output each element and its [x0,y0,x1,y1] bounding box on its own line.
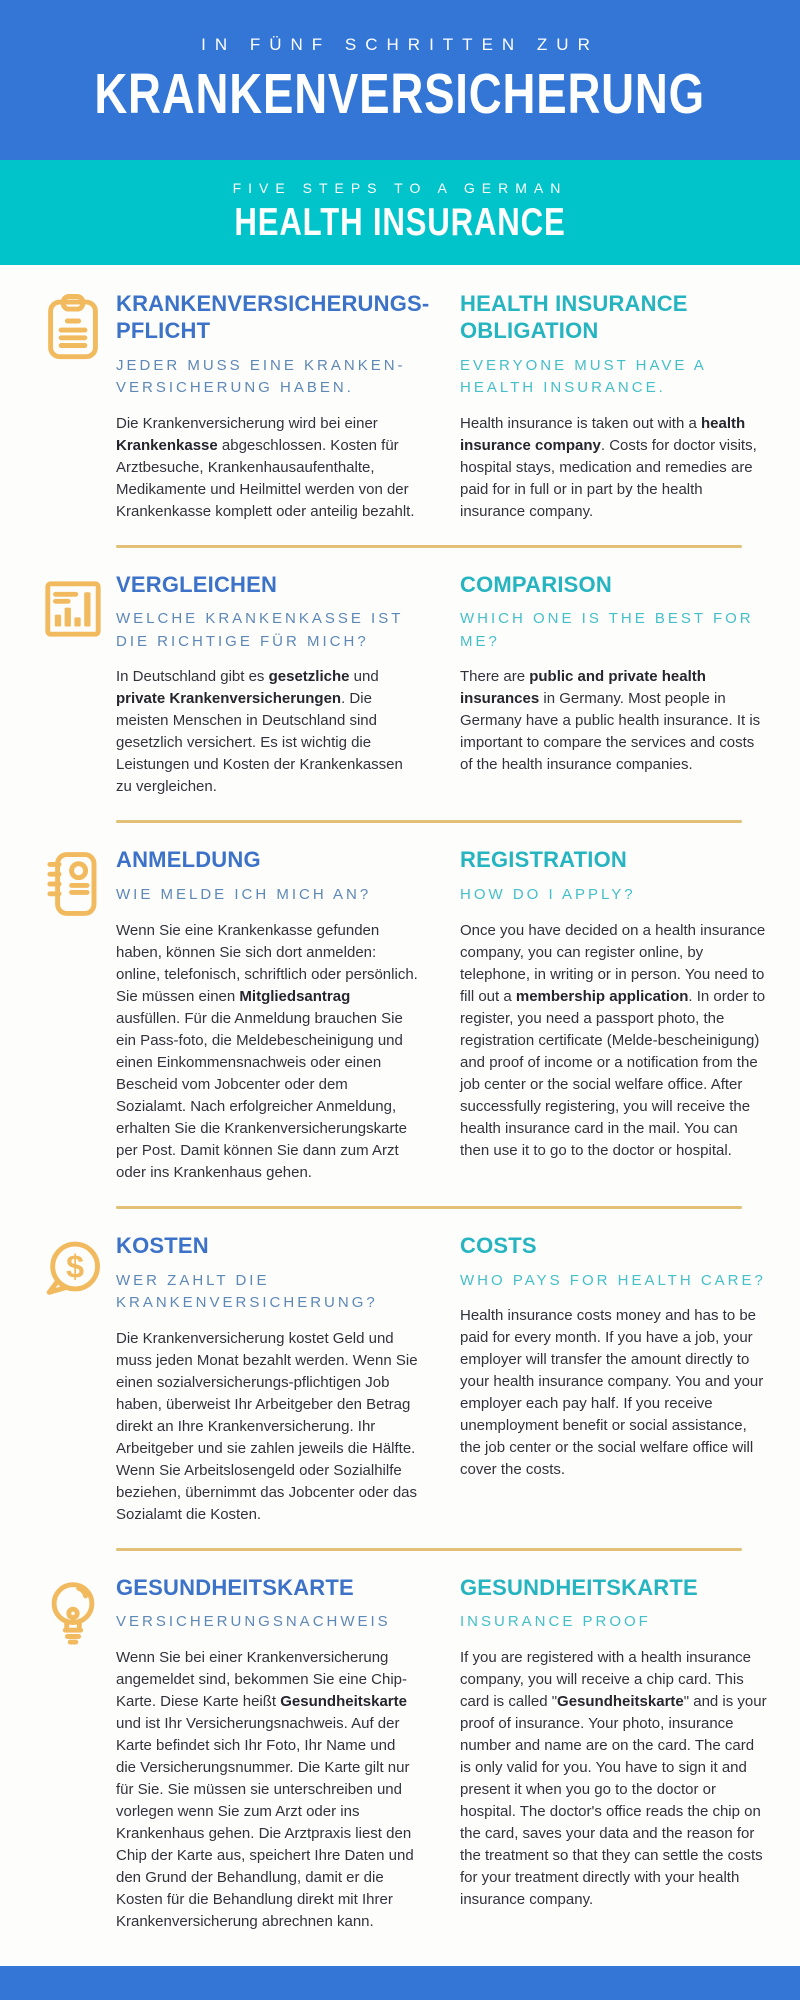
section-title-de: VERGLEICHEN [116,571,278,597]
content-area [0,265,800,1966]
section-body-de: In Deutschland gibt es gesetzliche und private Krankenversicherungen. Die meisten Menschen in Deutschland sind gesetzlich versichert. Es ist wichtig die Leistungen und Kosten der Krankenkassen zu vergleichen. [116,668,403,796]
section-title-en: COMPARISON [460,571,612,597]
dollar-speech-bubble-icon [38,1233,116,1526]
header-kicker-en: FIVE STEPS TO A GERMAN [232,180,568,197]
section-title-en: REGISTRATION [460,847,627,873]
section-divider [116,1206,742,1209]
column-english [460,291,768,523]
section-insurance-obligation [0,291,800,523]
section-title-en: GESUNDHEITSKARTE [460,1574,698,1600]
section-subtitle-de: JEDER MUSS EINE KRANKEN-VERSICHERUNG HABEN. [116,356,406,397]
section-subtitle-de: WER ZAHLT DIE KRANKENVERSICHERUNG? [116,1271,378,1312]
section-body-de: Die Krankenversicherung wird bei einer Krankenkasse abgeschlossen. Kosten für Arztbesuche, Krankenhausaufenthalte, Medikamente und Heilmittel werden von der Krankenkasse komplett oder anteilig bezahlt. [116,414,415,520]
section-subtitle-en: WHO PAYS FOR HEALTH CARE? [460,1271,766,1289]
header-title-de: KRANKENVERSICHERUNG [94,61,706,126]
section-divider [116,820,742,823]
clipboard-icon [38,291,116,523]
section-title-de: GESUNDHEITSKARTE [116,1574,354,1600]
section-subtitle-de: WIE MELDE ICH MICH AN? [116,886,372,904]
column-german [116,291,430,523]
section-subtitle-en: HOW DO I APPLY? [460,886,636,904]
header-title-en: HEALTH INSURANCE [234,201,566,245]
section-body-en: Health insurance costs money and has to be paid for every month. If you have a job, your employer will transfer the amount directly to your health insurance company. You and your employer each pay half. If you receive unemployment benefit or social assistance, the job center or the social welfare office will cover the costs. [460,1307,764,1479]
column-german [116,1233,418,1526]
svg-text:$: $ [66,1248,85,1285]
section-health-card [0,1575,800,1933]
section-subtitle-en: WHICH ONE IS THE BEST FOR ME? [460,610,754,650]
section-title-de: KOSTEN [116,1232,209,1258]
column-english [460,1575,768,1933]
section-body-en: If you are registered with a health insurance company, you will receive a chip card. This card is called "Gesundheitskarte" and is your proof of insurance. Your photo, insurance number and name are on the card. The card is only valid for you. You have to sign it and present it when you go to the doctor or hospital. The doctor's office reads the chip on the card, saves your data and the reason for the treatment so that they can settle the costs for your treatment directly with your health insurance company. [460,1648,767,1908]
lightbulb-icon [38,1575,116,1933]
notebook-icon [38,847,116,1183]
section-divider [116,1548,742,1551]
section-title-de: KRANKENVERSICHERUNGS-PFLICHT [116,291,430,343]
footer-blue-bar [0,1966,800,2000]
column-english [460,847,768,1183]
column-english [460,1233,768,1526]
section-registration [0,847,800,1183]
section-subtitle-en: EVERYONE MUST HAVE A HEALTH INSURANCE. [460,356,706,397]
section-costs [0,1233,800,1526]
section-title-de: ANMELDUNG [116,847,261,873]
header-blue-band [0,0,800,160]
section-body-de: Die Krankenversicherung kostet Geld und muss jeden Monat bezahlt werden. Wenn Sie einen sozialversicherungs-pflichtigen Job haben, überweist Ihr Arbeitgeber den Betrag direkt an Ihre Krankenversicherung. Ihr Arbeitgeber und sie zahlen jeweils die Hälfte. Wenn Sie Arbeitslosengeld oder Sozialhilfe beziehen, übernimmt das Jobcenter oder das Sozialamt die Kosten. [116,1329,418,1523]
section-subtitle-de: WELCHE KRANKENKASSE IST DIE RICHTIGE FÜR MICH? [116,610,404,650]
column-german [116,572,418,799]
bar-chart-icon [38,572,116,799]
column-german [116,847,418,1183]
column-english [460,572,768,799]
section-body-en: Once you have decided on a health insurance company, you can register online, by telephone, in writing or in person. You need to fill out a membership application. In order to register, you need a passport photo, the registration certificate (Melde-bescheinigung) and proof of income or a notification from the job center or the social welfare office. After successfully registering, you will receive the health insurance card in the mail. You can then use it to go to the doctor or hospital. [460,921,766,1159]
section-title-en: COSTS [460,1232,537,1258]
section-body-en: Health insurance is taken out with a health insurance company. Costs for doctor visits, hospital stays, medication and remedies are paid for in full or in part by the health insurance company. [460,414,757,520]
header-teal-band [0,160,800,265]
column-german [116,1575,418,1933]
header-kicker-de: IN FÜNF SCHRITTEN ZUR [201,34,599,54]
section-divider [116,545,742,548]
section-body-de: Wenn Sie eine Krankenkasse gefunden haben, können Sie sich dort anmelden: online, telefonisch, schriftlich oder persönlich. Sie müssen einen Mitgliedsantrag ausfüllen. Für die Anmeldung brauchen Sie ein Pass-foto, die Meldebescheinigung und einen Einkommensnachweis oder einen Bescheid vom Jobcenter oder dem Sozialamt. Nach erfolgreicher Anmeldung, erhalten Sie die Krankenversicherungskarte per Post. Damit können Sie dann zum Arzt oder ins Krankenhaus gehen. [116,921,418,1181]
section-body-de: Wenn Sie bei einer Krankenversicherung angemeldet sind, bekommen Sie eine Chip-Karte. Diese Karte heißt Gesundheitskarte und ist Ihr Versicherungsnachweis. Auf der Karte befindet sich Ihr Foto, Ihr Name und die Versicherungsnummer. Die Karte gilt nur für Sie. Sie müssen sie unterschreiben und vorlegen wenn Sie zum Arzt oder ins Krankenhaus gehen. Die Arztpraxis liest den Chip der Karte aus, speichert Ihre Daten und den Grund der Behandlung, damit er die Kosten für die Behandlung direkt mit Ihrer Krankenversicherung abrechnen kann. [116,1648,414,1930]
section-comparison [0,572,800,799]
section-body-en: There are public and private health insurances in Germany. Most people in Germany have a public health insurance. It is important to compare the services and costs of the health insurance companies. [460,668,761,774]
section-subtitle-en: INSURANCE PROOF [460,1613,651,1631]
section-subtitle-de: VERSICHERUNGSNACHWEIS [116,1613,391,1631]
section-title-en: HEALTH INSURANCE OBLIGATION [460,291,688,343]
